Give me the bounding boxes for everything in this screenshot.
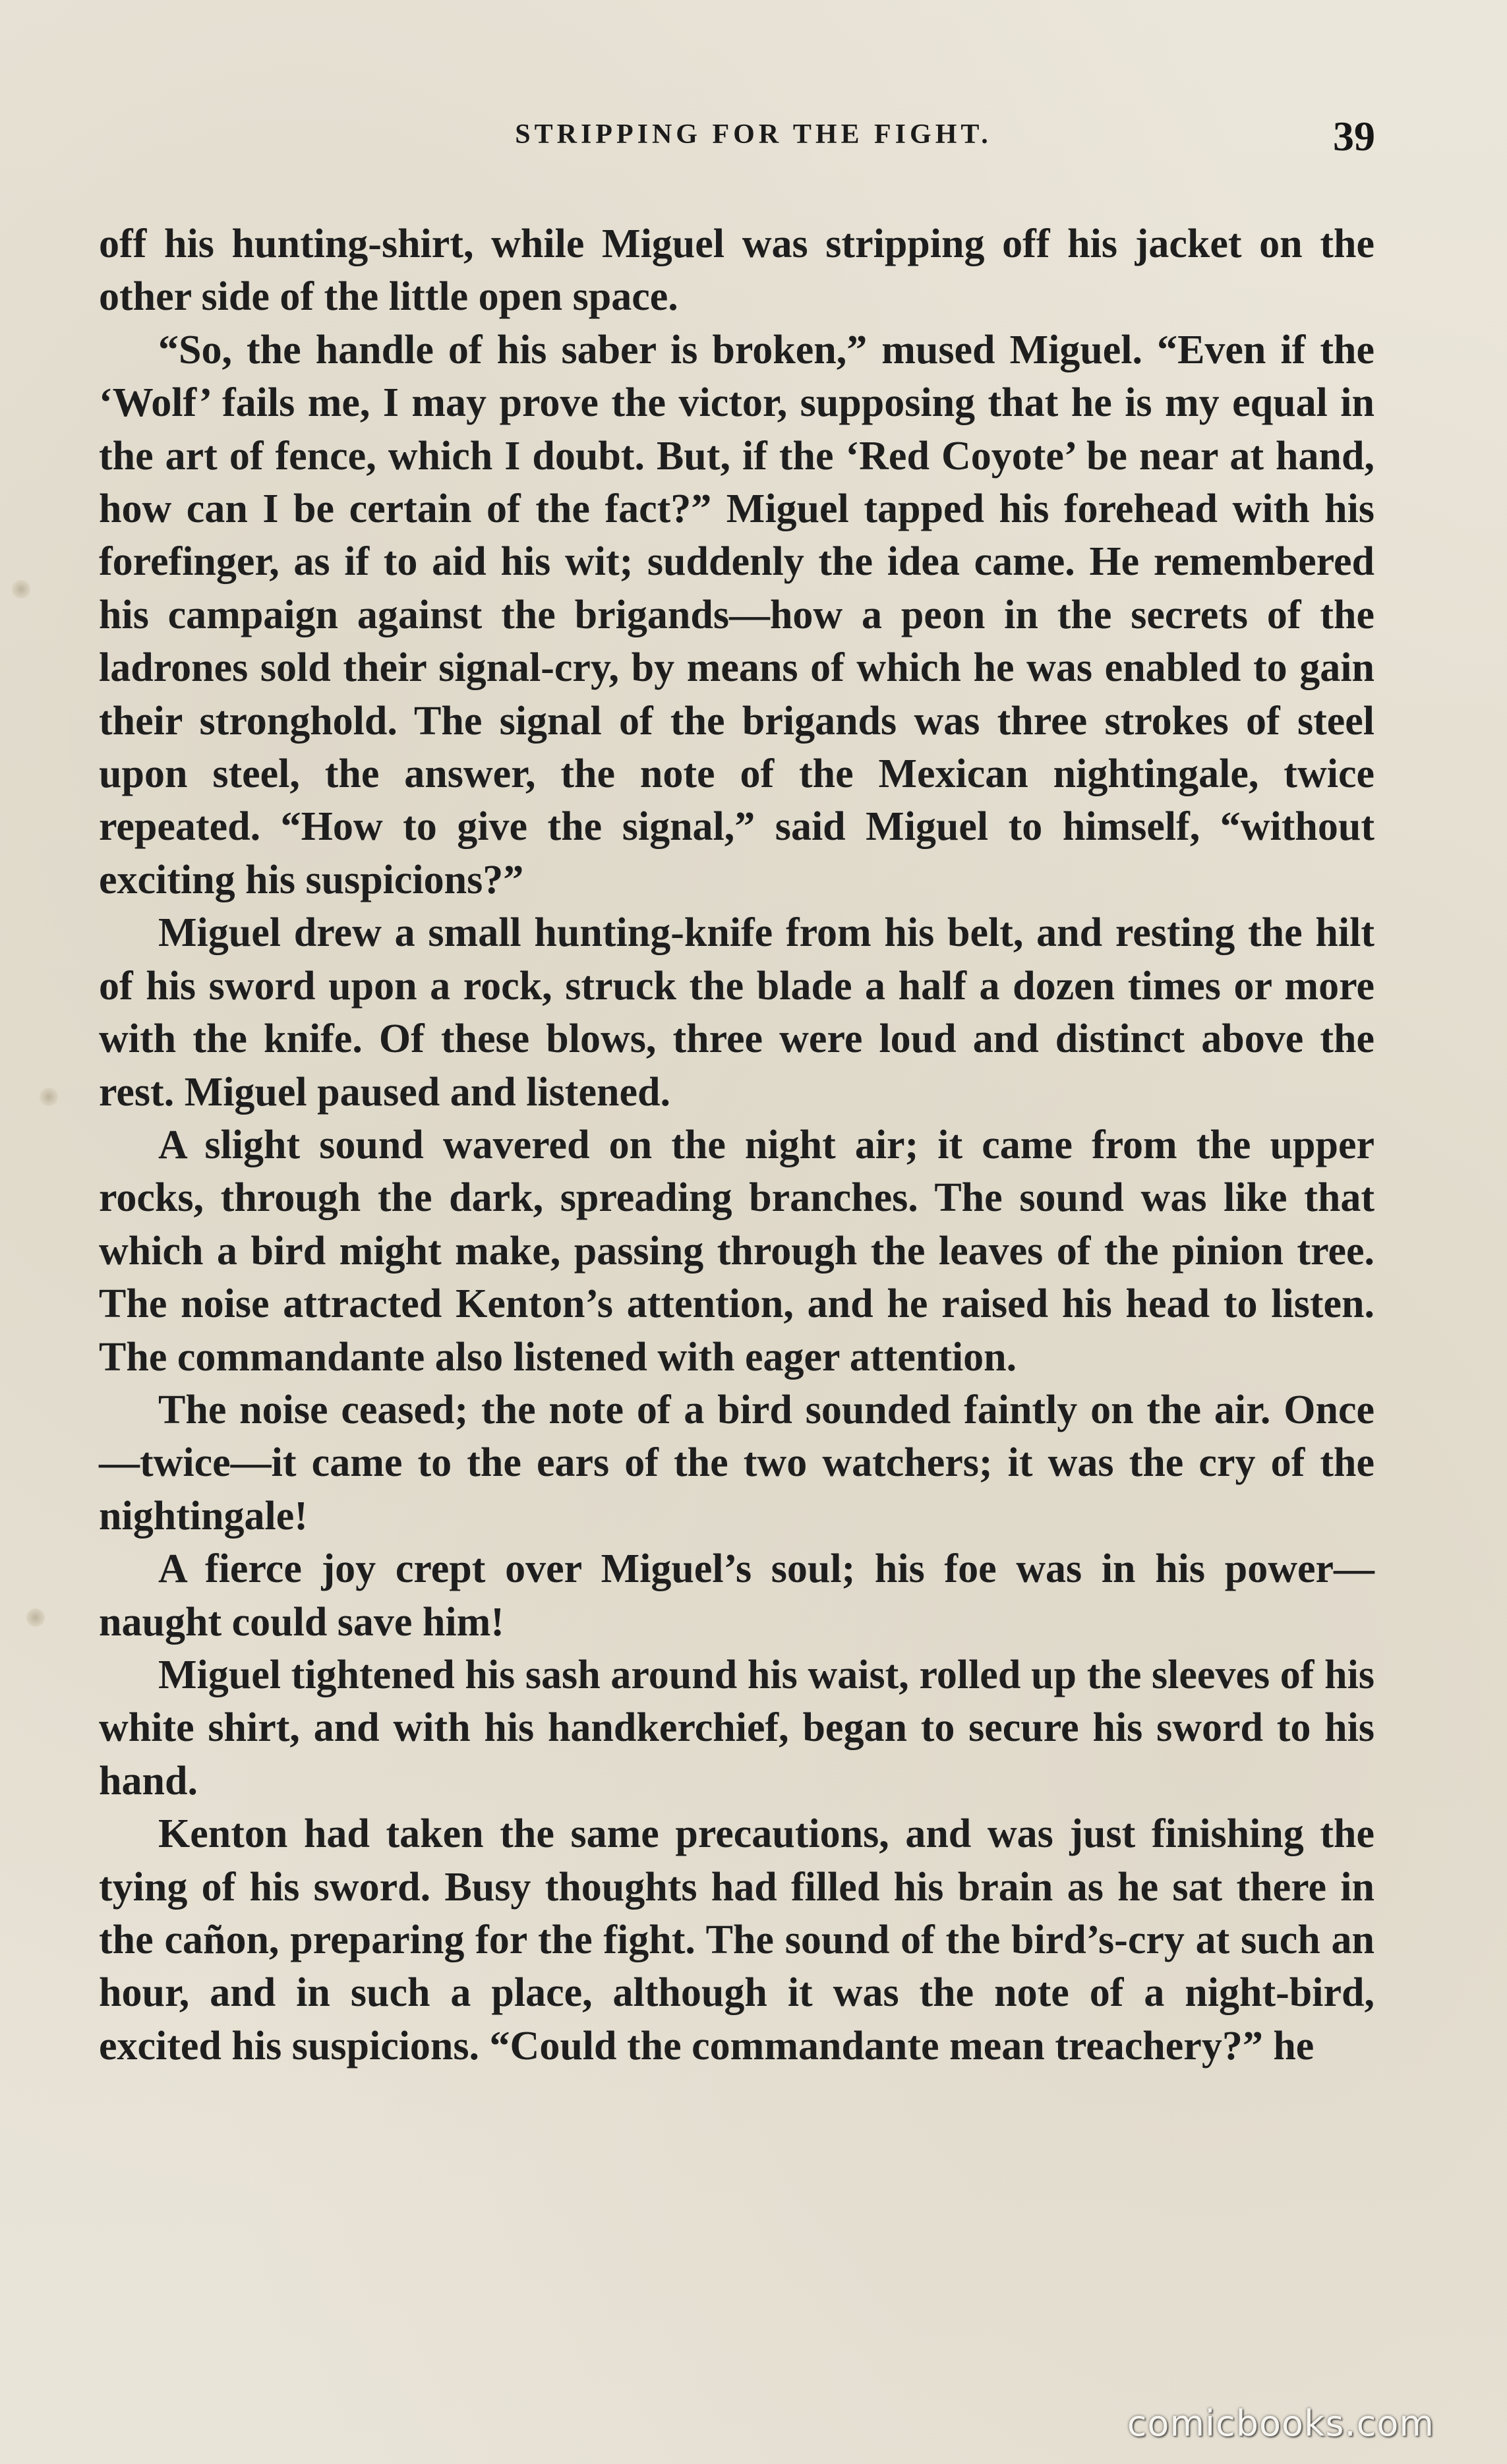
paragraph: A slight sound wavered on the night air; it came from the upper rocks, through the dark, spreading branches. The sound was like that which a bird might make, passing through the leaves of the pinion tree. The noise attracted Kenton’s attention, and he raised his head to listen. The commandante also listened with eager attention. bbox=[99, 1122, 1374, 1380]
paragraph: Kenton had taken the same precautions, and was just finishing the tying of his sword. Busy thoughts had filled his brain as he sat there in the cañon, preparing for the fight. The sound of the bird’s-cry at such an hour, and in such a place, although it was the note of a night-bird, excited his suspicions. “Could the commandante mean treachery?” he bbox=[99, 1811, 1374, 2068]
paper-hole bbox=[12, 580, 30, 599]
paragraph: Miguel drew a small hunting-knife from his belt, and resting the hilt of his sword upon a rock, struck the blade a half a dozen times or more with the knife. Of these blows, three were loud and distinct above the rest. Miguel paused and listened. bbox=[99, 910, 1374, 1115]
watermark: comicbooks.com bbox=[1127, 2403, 1434, 2444]
running-title: STRIPPING FOR THE FIGHT. bbox=[515, 119, 992, 150]
paragraph: “So, the handle of his saber is broken,” mused Miguel. “Even if the ‘Wolf’ fails me, I may prove the victor, supposing that he is my equal in the art of fence, which I doubt. But, if the ‘Red Coyote’ be near at hand, how can I be certain of the fact?” Miguel tapped his forehead with his forefinger, as if to aid his wit; suddenly the idea came. He remembered his campaign against the brigands—how a peon in the secrets of the ladrones sold their signal-cry, by means of which he was enabled to gain their stronghold. The signal of the brigands was three strokes of steel upon steel, the answer, the note of the Mexican nightingale, twice repeated. “How to give the signal,” said Miguel to himself, “without exciting his suspicions?” bbox=[99, 327, 1374, 902]
paragraph: The noise ceased; the note of a bird sounded faintly on the air. Once—twice—it came to the ears of the two watchers; it was the cry of the nightingale! bbox=[99, 1387, 1374, 1539]
page-number: 39 bbox=[1333, 113, 1375, 160]
body-text bbox=[99, 218, 1374, 2072]
paragraph: A fierce joy crept over Miguel’s soul; his foe was in his power—naught could save him! bbox=[99, 1546, 1374, 1645]
paper-hole bbox=[26, 1608, 45, 1627]
paper-hole bbox=[40, 1088, 58, 1106]
paragraph: Miguel tightened his sash around his waist, rolled up the sleeves of his white shirt, and with his handkerchief, began to secure his sword to his hand. bbox=[99, 1652, 1374, 1804]
page-header bbox=[0, 112, 1507, 171]
paragraph: off his hunting-shirt, while Miguel was stripping off his jacket on the other side of the little open space. bbox=[99, 221, 1374, 320]
